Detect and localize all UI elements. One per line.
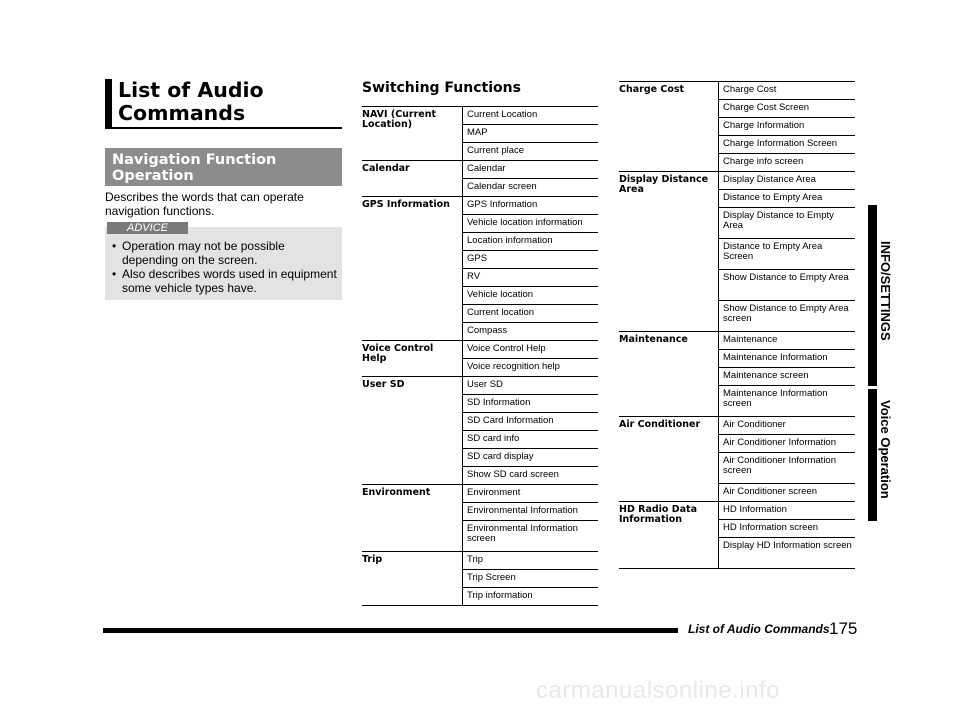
page-title-line: Commands (118, 101, 246, 125)
group-divider (619, 171, 855, 172)
watermark: carmanualsonline.info (536, 677, 780, 704)
category-label: Air Conditioner (619, 419, 701, 430)
command-cell: Charge Information (723, 120, 805, 131)
command-cell: MAP (467, 127, 488, 138)
row-divider (718, 519, 855, 520)
row-divider (718, 537, 855, 538)
command-cell: Show Distance to Empty Area (723, 272, 849, 283)
command-cell: GPS Information (467, 199, 538, 210)
category-label: Calendar (362, 163, 410, 174)
footer-label: List of Audio Commands (688, 622, 830, 636)
row-divider (462, 466, 598, 467)
page-title-text (118, 79, 264, 125)
command-cell: Location information (467, 235, 553, 246)
row-divider (718, 385, 855, 386)
command-cell: Display HD Information screen (723, 540, 852, 551)
row-divider (462, 250, 598, 251)
command-cell: Environment (467, 487, 521, 498)
row-divider (462, 569, 598, 570)
command-cell: Current Location (467, 109, 538, 120)
category-label: Environment (362, 487, 431, 498)
subheading-box (105, 148, 342, 186)
row-divider (718, 367, 855, 368)
row-divider (718, 135, 855, 136)
command-cell: Voice Control Help (467, 343, 546, 354)
row-divider (462, 394, 598, 395)
command-cell: Maintenance Information screen (723, 388, 828, 409)
table-top-rule (619, 81, 855, 82)
side-tab-active (868, 205, 877, 386)
command-cell: GPS (467, 253, 488, 264)
command-cell: Air Conditioner Information screen (723, 455, 836, 476)
command-cell: Trip Screen (467, 572, 516, 583)
group-divider (619, 501, 855, 502)
command-cell: Current place (467, 145, 525, 156)
row-divider (462, 412, 598, 413)
category-label: Voice Control Help (362, 343, 434, 364)
command-cell: Compass (467, 325, 508, 336)
page-number: 175 (829, 619, 858, 638)
command-cell: Calendar (467, 163, 506, 174)
command-cell: Air Conditioner Information (723, 437, 836, 448)
row-divider (462, 448, 598, 449)
footer-rule (103, 628, 678, 633)
command-cell: Distance to Empty Area (723, 192, 823, 203)
command-table-right (619, 81, 855, 568)
bullet-icon: • (112, 267, 117, 281)
row-divider (718, 238, 855, 239)
command-cell: Voice recognition help (467, 361, 560, 372)
command-cell: Display Distance Area (723, 174, 816, 185)
command-cell: Current location (467, 307, 535, 318)
table-top-rule (362, 106, 598, 107)
column-divider (718, 81, 719, 568)
row-divider (718, 349, 855, 350)
command-cell: Environmental Information screen (467, 523, 578, 544)
row-divider (462, 142, 598, 143)
command-cell: Show Distance to Empty Area screen (723, 303, 849, 324)
command-cell: Show SD card screen (467, 469, 559, 480)
subheading-line: Navigation Function (112, 152, 277, 168)
row-divider (462, 430, 598, 431)
command-cell: RV (467, 271, 481, 282)
row-divider (718, 483, 855, 484)
group-divider (362, 196, 598, 197)
command-cell: Maintenance (723, 334, 778, 345)
group-divider (619, 416, 855, 417)
row-divider (462, 322, 598, 323)
subheading-text (112, 152, 276, 184)
advice-label: ADVICE (107, 222, 188, 234)
command-cell: Air Conditioner screen (723, 486, 817, 497)
side-tab-label-top: INFO/SETTINGS (878, 241, 893, 341)
command-cell: Charge Information Screen (723, 138, 838, 149)
side-tab-inactive (868, 389, 877, 521)
command-cell: Environmental Information (467, 505, 578, 516)
advice-list (112, 239, 337, 295)
section-title: Switching Functions (362, 80, 521, 96)
row-divider (718, 153, 855, 154)
advice-item (112, 239, 337, 267)
row-divider (462, 520, 598, 521)
title-accent-bar (105, 79, 112, 128)
category-label: User SD (362, 379, 405, 390)
group-divider (619, 331, 855, 332)
row-divider (718, 117, 855, 118)
command-cell: SD Card Information (467, 415, 554, 426)
row-divider (462, 286, 598, 287)
command-cell: SD card info (467, 433, 520, 444)
row-divider (718, 207, 855, 208)
row-divider (718, 99, 855, 100)
command-cell: Trip (467, 554, 484, 565)
description: Describes the words that can operate navigation functions. (105, 190, 304, 218)
command-cell: Maintenance screen (723, 370, 809, 381)
advice-item-text: Also describes words used in equipment some vehicle types have. (122, 267, 337, 295)
group-divider (362, 605, 598, 606)
command-cell: User SD (467, 379, 503, 390)
row-divider (718, 269, 855, 270)
page-title (105, 79, 342, 128)
row-divider (462, 124, 598, 125)
row-divider (462, 232, 598, 233)
group-divider (362, 340, 598, 341)
command-cell: HD Information (723, 504, 787, 515)
category-label: Display Distance Area (619, 174, 709, 195)
row-divider (462, 502, 598, 503)
title-rule (105, 127, 342, 129)
command-table-middle (362, 106, 598, 605)
command-cell: Calendar screen (467, 181, 537, 192)
command-cell: Charge info screen (723, 156, 804, 167)
group-divider (362, 551, 598, 552)
bullet-icon: • (112, 239, 117, 253)
row-divider (718, 434, 855, 435)
category-label: Trip (362, 554, 383, 565)
category-label: NAVI (Current Location) (362, 109, 437, 130)
command-cell: SD Information (467, 397, 531, 408)
row-divider (718, 452, 855, 453)
row-divider (462, 268, 598, 269)
row-divider (462, 358, 598, 359)
command-cell: Charge Cost Screen (723, 102, 810, 113)
side-tab-label-bottom: Voice Operation (878, 400, 893, 499)
row-divider (718, 300, 855, 301)
group-divider (362, 484, 598, 485)
row-divider (462, 214, 598, 215)
group-divider (619, 568, 855, 569)
group-divider (362, 160, 598, 161)
command-cell: Display Distance to Empty Area (723, 210, 834, 231)
page-title-line: List of Audio (118, 78, 264, 102)
command-cell: Vehicle location information (467, 217, 583, 228)
category-label: Charge Cost (619, 84, 685, 95)
row-divider (462, 178, 598, 179)
subheading-line: Operation (112, 168, 194, 184)
command-cell: Maintenance Information (723, 352, 828, 363)
command-cell: Trip information (467, 590, 533, 601)
command-cell: HD Information screen (723, 522, 819, 533)
column-divider (462, 106, 463, 605)
command-cell: SD card display (467, 451, 534, 462)
row-divider (718, 189, 855, 190)
group-divider (362, 376, 598, 377)
row-divider (462, 304, 598, 305)
command-cell: Air Conditioner (723, 419, 786, 430)
command-cell: Charge Cost (723, 84, 777, 95)
category-label: HD Radio Data Information (619, 504, 698, 525)
advice-item-text: Operation may not be possible depending on the screen. (122, 239, 285, 267)
row-divider (462, 587, 598, 588)
command-cell: Distance to Empty Area Screen (723, 241, 823, 262)
category-label: Maintenance (619, 334, 688, 345)
command-cell: Vehicle location (467, 289, 534, 300)
advice-item (112, 267, 337, 295)
category-label: GPS Information (362, 199, 450, 210)
